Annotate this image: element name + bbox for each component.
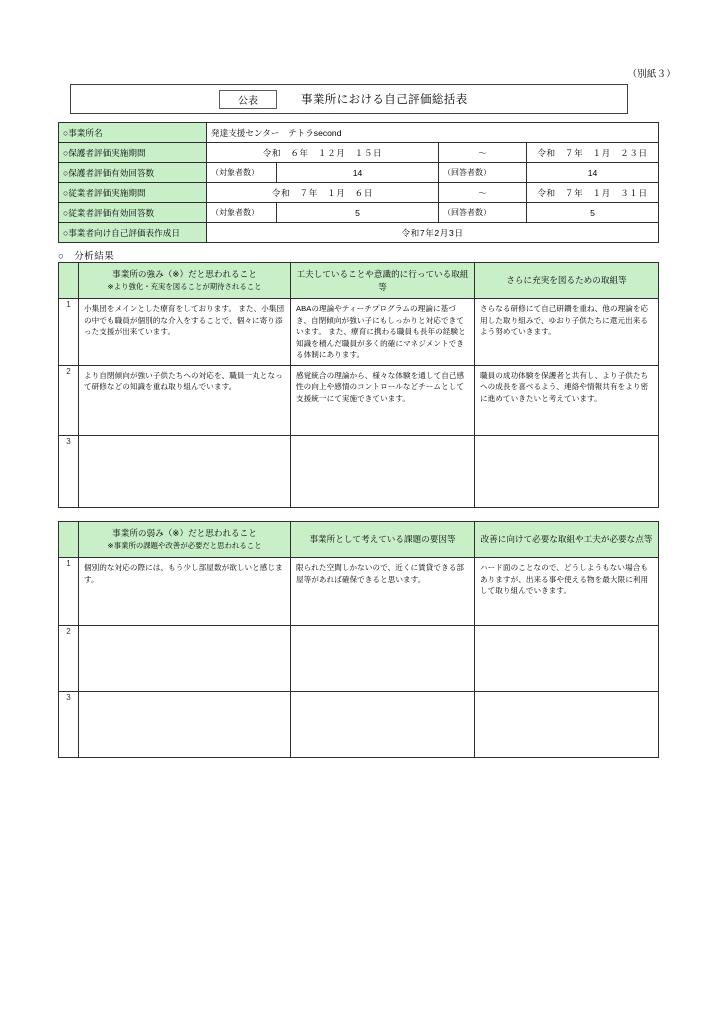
- public-disclosure-badge: 公表: [219, 90, 277, 109]
- guardian-respondent-value: 14: [527, 163, 659, 183]
- weaknesses-row-1-improvements: ハード面のことなので、どうしようもない場合もありますが、出来る事や使える物を最大限に利用して取り組んでいきます。: [475, 558, 659, 626]
- weaknesses-row-1-weakness: 個別的な対応の際には、もう少し部屋数が欲しいと感じます。: [79, 558, 291, 626]
- strengths-row-3-improvements: [475, 435, 659, 507]
- info-label-guardian-responses: ○保護者評価有効回答数: [59, 163, 207, 183]
- info-label-creation-date: ○事業者向け自己評価表作成日: [59, 223, 207, 243]
- strengths-row-2-improvements: 職員の成功体験を保護者と共有し、より子供たちへの成長を喜べるよう、連絡や情報共有をより密に進めていきたいと考えています。: [475, 365, 659, 435]
- staff-respondent-label: （回答者数）: [439, 203, 527, 223]
- weaknesses-row-number: 2: [59, 626, 79, 692]
- table-row: [59, 626, 659, 692]
- table-header-row: [59, 522, 659, 558]
- table-row: [59, 123, 659, 143]
- strengths-header-col-a-sub: ※より強化・充実を図ることが期待されること: [107, 281, 262, 291]
- table-row: [59, 692, 659, 758]
- strengths-header-col-a-main: 事業所の強み（※）だと思われること: [112, 269, 257, 280]
- guardian-respondent-label: （回答者数）: [439, 163, 527, 183]
- info-value-creation-date: 令和7年2月3日: [207, 223, 659, 243]
- table-row: [59, 365, 659, 435]
- weaknesses-header-col-b: 事業所として考えている課題の要因等: [291, 522, 475, 558]
- weaknesses-table: [58, 521, 659, 758]
- table-header-row: [59, 263, 659, 299]
- info-value-facility-name: 発達支援センター テトラsecond: [207, 123, 659, 143]
- info-label-facility-name: ○事業所名: [59, 123, 207, 143]
- weaknesses-row-2-weakness: [79, 626, 291, 692]
- weaknesses-row-3-cause: [291, 692, 475, 758]
- staff-period-start: 令和 ７年 １月 ６日: [207, 183, 439, 203]
- weaknesses-header-col-a: [79, 522, 291, 558]
- strengths-header-num: [59, 263, 79, 299]
- table-row: [59, 183, 659, 203]
- guardian-target-label: （対象者数）: [207, 163, 277, 183]
- weaknesses-row-3-weakness: [79, 692, 291, 758]
- weaknesses-row-number: 1: [59, 558, 79, 626]
- strengths-header-col-a: [79, 263, 291, 299]
- strengths-row-1-strength: 小集団をメインとした療育をしております。 また、小集団の中でも職員が個別的な介入をすることで、個々に寄り添った支援が出来ています。: [79, 299, 291, 366]
- guardian-period-separator: ～: [439, 143, 527, 163]
- table-row: [59, 558, 659, 626]
- strengths-row-number: 2: [59, 365, 79, 435]
- analysis-section-heading: ○ 分析結果: [58, 251, 115, 262]
- annex-label: （別紙３）: [627, 69, 676, 80]
- strengths-row-3-efforts: [291, 435, 475, 507]
- weaknesses-row-1-cause: 限られた空間しかないので、近くに賃貸できる部屋等があれば確保できると思います。: [291, 558, 475, 626]
- strengths-header-col-c: さらに充実を図るための取組等: [475, 263, 659, 299]
- weaknesses-row-number: 3: [59, 692, 79, 758]
- strengths-row-1-improvements: さらなる研修にて自己研鑽を重ね、他の理論を応用した取り組みで、ゆおり子供たちに還元出来るよう努めていきます。: [475, 299, 659, 366]
- guardian-period-end: 令和 ７年 １月 ２３日: [527, 143, 659, 163]
- strengths-row-number: 3: [59, 435, 79, 507]
- table-row: [59, 203, 659, 223]
- info-label-guardian-period: ○保護者評価実施期間: [59, 143, 207, 163]
- weaknesses-row-2-improvements: [475, 626, 659, 692]
- table-row: [59, 163, 659, 183]
- strengths-table: [58, 262, 659, 508]
- info-label-staff-responses: ○従業者評価有効回答数: [59, 203, 207, 223]
- weaknesses-header-col-a-main: 事業所の弱み（※）だと思われること: [112, 528, 257, 539]
- staff-target-value: 5: [277, 203, 439, 223]
- weaknesses-header-num: [59, 522, 79, 558]
- staff-period-end: 令和 ７年 １月 ３１日: [527, 183, 659, 203]
- title-banner: [70, 84, 628, 114]
- strengths-row-3-strength: [79, 435, 291, 507]
- guardian-target-value: 14: [277, 163, 439, 183]
- page-title: 事業所における自己評価総括表: [301, 94, 468, 106]
- strengths-row-2-strength: より自閉傾向が強い子供たちへの対応を、職員一丸となって研修などの知識を重ね取り組んでいます。: [79, 365, 291, 435]
- table-row: [59, 435, 659, 507]
- facility-info-table: [58, 122, 659, 243]
- weaknesses-header-col-c: 改善に向けて必要な取組や工夫が必要な点等: [475, 522, 659, 558]
- table-row: [59, 299, 659, 366]
- staff-target-label: （対象者数）: [207, 203, 277, 223]
- table-row: [59, 143, 659, 163]
- weaknesses-header-col-a-sub: ※事業所の課題や改善が必要だと思われること: [107, 540, 262, 550]
- staff-respondent-value: 5: [527, 203, 659, 223]
- staff-period-separator: ～: [439, 183, 527, 203]
- strengths-row-1-efforts: ABAの理論やティーチプログラムの理論に基づき、自閉傾向が強い子にもしっかりと対応できています。 また、療育に携わる職員も長年の経験と知識を積んだ職員が多く的確にマネジメントできる体制にあります。: [291, 299, 475, 366]
- table-row: [59, 223, 659, 243]
- weaknesses-row-2-cause: [291, 626, 475, 692]
- weaknesses-row-3-improvements: [475, 692, 659, 758]
- strengths-header-col-b: 工夫していることや意識的に行っている取組等: [291, 263, 475, 299]
- info-label-staff-period: ○従業者評価実施期間: [59, 183, 207, 203]
- strengths-row-2-efforts: 感覚統合の理論から、様々な体験を通して自己感性の向上や感情のコントロールなどチームとして支援統一にて実施できています。: [291, 365, 475, 435]
- guardian-period-start: 令和 ６年 １２月 １５日: [207, 143, 439, 163]
- strengths-row-number: 1: [59, 299, 79, 366]
